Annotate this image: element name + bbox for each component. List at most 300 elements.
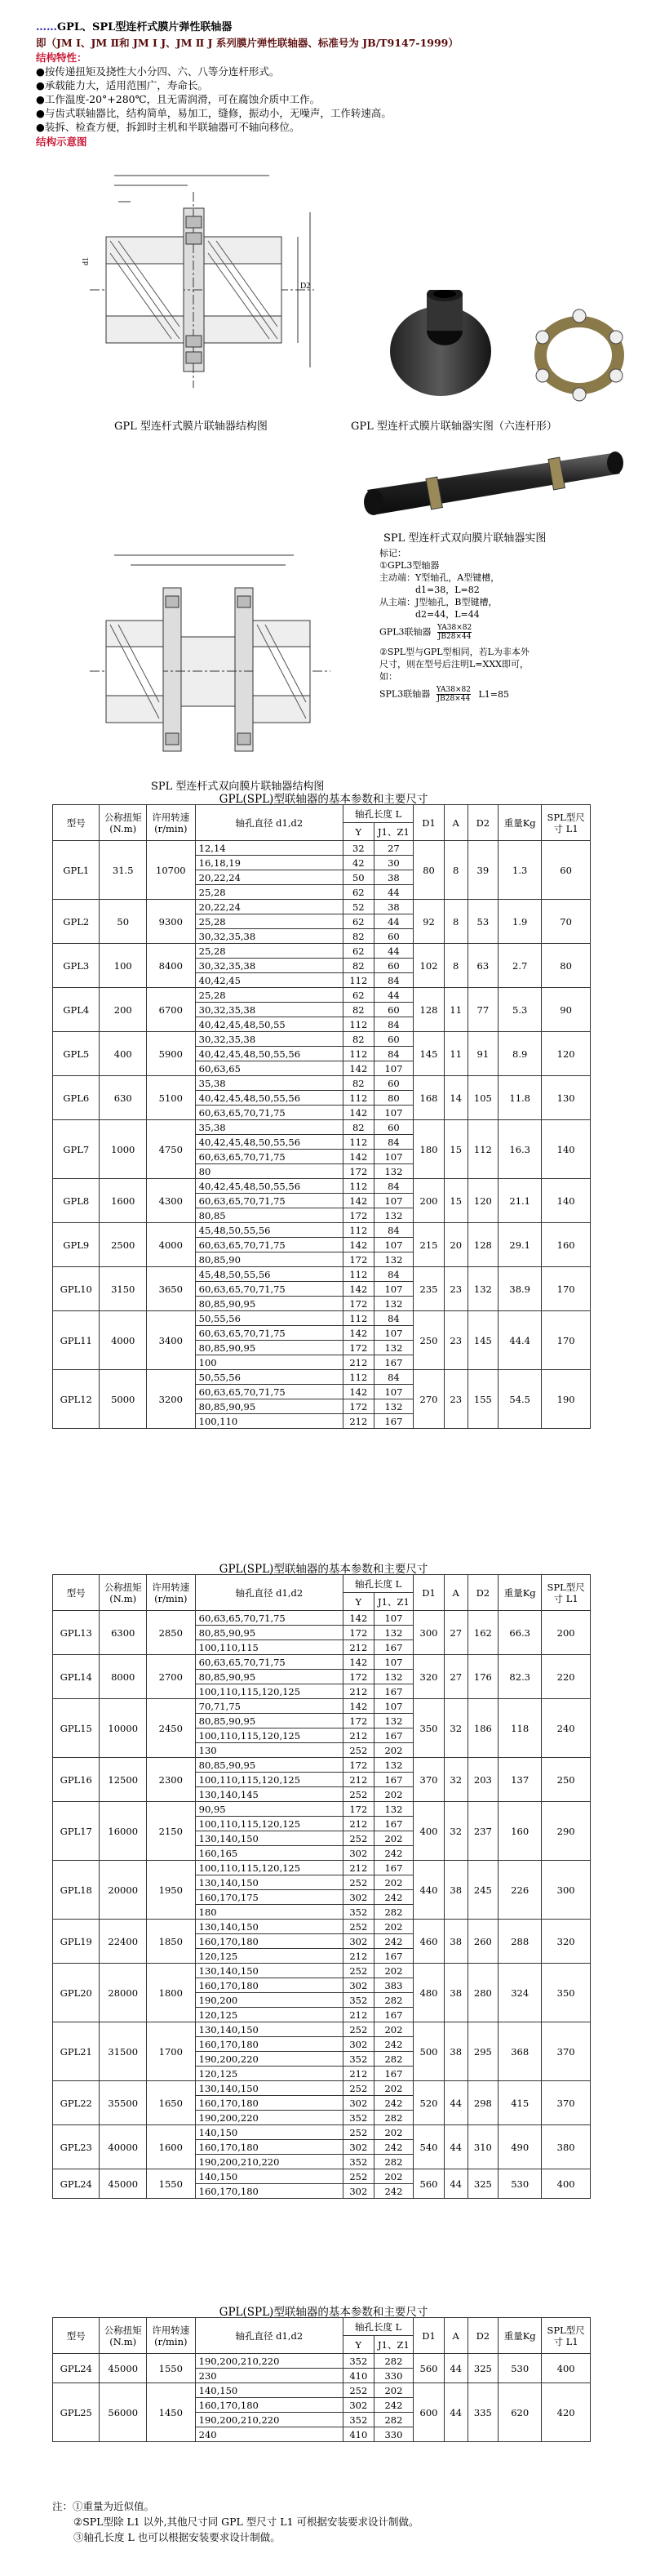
bore-cell: 130,140,150 xyxy=(195,1920,343,1934)
bore-cell: 60,63,65,70,71,75 xyxy=(195,1655,343,1670)
table-caption: GPL(SPL)型联轴器的基本参数和主要尺寸 xyxy=(219,793,428,806)
spl-cell: 70 xyxy=(542,900,591,944)
d2-cell: 237 xyxy=(468,1802,499,1861)
col-length-header: 轴孔长度 L xyxy=(343,2318,414,2336)
header-row xyxy=(53,1575,591,1593)
d2-cell: 63 xyxy=(468,944,499,988)
title-prefix: …… xyxy=(36,21,57,33)
bore-cell: 60,63,65,70,71,75 xyxy=(195,1238,343,1252)
bore-cell: 30,32,35,38 xyxy=(195,929,343,944)
bore-cell: 120,125 xyxy=(195,2067,343,2081)
bore-cell: 100,110,115,120,125 xyxy=(195,1728,343,1743)
speed-cell: 1600 xyxy=(146,2125,195,2169)
length-y-cell: 212 xyxy=(343,1817,374,1831)
gpl3-fraction-top: YA38×82 xyxy=(437,624,472,632)
length-y-cell: 252 xyxy=(343,2125,374,2140)
speed-cell: 1550 xyxy=(146,2354,195,2383)
speed-cell: 1800 xyxy=(146,1964,195,2022)
length-y-cell: 352 xyxy=(343,1905,374,1920)
length-y-cell: 410 xyxy=(343,2369,374,2383)
d2-cell: 112 xyxy=(468,1120,499,1179)
bore-cell: 240 xyxy=(195,2427,343,2442)
model-cell: GPL23 xyxy=(53,2125,100,2169)
d1-cell: 92 xyxy=(414,900,445,944)
length-j-cell: 167 xyxy=(374,1773,414,1787)
d2-cell: 335 xyxy=(468,2383,499,2442)
spec-table xyxy=(52,2317,591,2442)
spl-cell: 400 xyxy=(542,2354,591,2383)
marking-line: SPL3联轴器 xyxy=(379,688,431,700)
length-y-cell: 112 xyxy=(343,973,374,988)
length-j-cell: 202 xyxy=(374,2022,414,2037)
length-j-cell: 202 xyxy=(374,1831,414,1846)
col-bore-header: 轴孔直径 d1,d2 xyxy=(195,805,343,841)
length-y-cell: 302 xyxy=(343,1890,374,1905)
torque-cell: 28000 xyxy=(100,1964,146,2022)
table-row xyxy=(53,944,591,959)
length-j-cell: 132 xyxy=(374,1208,414,1223)
table-caption: GPL(SPL)型联轴器的基本参数和主要尺寸 xyxy=(219,2306,428,2319)
bore-cell: 190,200,210,220 xyxy=(195,2155,343,2169)
d1-cell: 128 xyxy=(414,988,445,1032)
caption-spl-photo: SPL 型连杆式双向膜片联轴器实图 xyxy=(383,532,547,545)
weight-cell: 29.1 xyxy=(499,1223,542,1267)
table-caption: GPL(SPL)型联轴器的基本参数和主要尺寸 xyxy=(219,1563,428,1576)
table-row xyxy=(53,841,591,856)
weight-cell: 288 xyxy=(499,1920,542,1964)
marking-line: 尺寸，则在型号后注明L=XXX即可， xyxy=(379,659,530,670)
table-row xyxy=(53,1120,591,1135)
d2-cell: 280 xyxy=(468,1964,499,2022)
spl-cell: 130 xyxy=(542,1076,591,1120)
bore-cell: 100,110 xyxy=(195,1414,343,1429)
length-j-cell: 202 xyxy=(374,1787,414,1802)
a-cell: 44 xyxy=(444,2169,468,2199)
weight-cell: 118 xyxy=(499,1699,542,1758)
col-torque-header: 公称扭矩(N.m) xyxy=(100,805,146,841)
length-y-cell: 142 xyxy=(343,1699,374,1714)
a-cell: 32 xyxy=(444,1802,468,1861)
table-row xyxy=(53,1370,591,1385)
torque-cell: 100 xyxy=(100,944,146,988)
spl-cell: 370 xyxy=(542,2022,591,2081)
standard-line: 即（JM Ⅰ、JM Ⅱ和 JM Ⅰ J、JM Ⅱ J 系列膜片弹性联轴器、标准号为 JB/T9147-1999） xyxy=(36,37,459,49)
length-j-cell: 132 xyxy=(374,1758,414,1773)
feature-item: ●承载能力大，适用范围广，寿命长。 xyxy=(36,79,208,91)
marking-line: 如： xyxy=(379,671,397,682)
length-j-cell: 84 xyxy=(374,1223,414,1238)
col-j-header: J1、Z1 xyxy=(374,1593,414,1611)
d1-cell: 540 xyxy=(414,2125,445,2169)
bore-cell: 30,32,35,38 xyxy=(195,1003,343,1017)
table-row xyxy=(53,2354,591,2369)
a-cell: 8 xyxy=(444,841,468,900)
bore-cell: 130,140,150 xyxy=(195,2081,343,2096)
bore-cell: 100,110,115,120,125 xyxy=(195,1817,343,1831)
length-j-cell: 84 xyxy=(374,1370,414,1385)
marking-line: ①GPL3型轴器 xyxy=(379,560,440,571)
bore-cell: 190,200 xyxy=(195,1993,343,2008)
table-row xyxy=(53,900,591,914)
weight-cell: 1.9 xyxy=(499,900,542,944)
length-y-cell: 172 xyxy=(343,1626,374,1640)
spl-cell: 170 xyxy=(542,1311,591,1370)
model-cell: GPL8 xyxy=(53,1179,100,1223)
length-j-cell: 202 xyxy=(374,2169,414,2184)
d1-cell: 480 xyxy=(414,1964,445,2022)
weight-cell: 415 xyxy=(499,2081,542,2125)
length-j-cell: 167 xyxy=(374,1684,414,1699)
spl-drawing xyxy=(82,547,343,784)
spl-cell: 190 xyxy=(542,1370,591,1429)
d1-cell: 300 xyxy=(414,1611,445,1655)
bore-cell: 80,85,90,95 xyxy=(195,1626,343,1640)
dim-label-d2: D2 xyxy=(300,282,311,291)
model-cell: GPL15 xyxy=(53,1699,100,1758)
length-y-cell: 142 xyxy=(343,1238,374,1252)
d1-cell: 460 xyxy=(414,1920,445,1964)
length-y-cell: 142 xyxy=(343,1385,374,1399)
length-j-cell: 282 xyxy=(374,2111,414,2125)
bore-cell: 80,85,90,95 xyxy=(195,1758,343,1773)
table-row xyxy=(53,1861,591,1875)
d2-cell: 132 xyxy=(468,1267,499,1311)
weight-cell: 2.7 xyxy=(499,944,542,988)
spl-cell: 200 xyxy=(542,1611,591,1655)
speed-cell: 4750 xyxy=(146,1120,195,1179)
col-length-header: 轴孔长度 L xyxy=(343,1575,414,1593)
d2-cell: 310 xyxy=(468,2125,499,2169)
length-j-cell: 202 xyxy=(374,2125,414,2140)
spec-table xyxy=(52,1574,591,2199)
length-j-cell: 132 xyxy=(374,1341,414,1355)
speed-cell: 2150 xyxy=(146,1802,195,1861)
spl-cell: 140 xyxy=(542,1179,591,1223)
spl-cell: 140 xyxy=(542,1120,591,1179)
page-title xyxy=(36,18,623,33)
length-j-cell: 27 xyxy=(374,841,414,856)
length-y-cell: 112 xyxy=(343,1135,374,1150)
bore-cell: 80,85,90,95 xyxy=(195,1399,343,1414)
length-y-cell: 252 xyxy=(343,2383,374,2398)
length-j-cell: 132 xyxy=(374,1626,414,1640)
a-cell: 11 xyxy=(444,1032,468,1076)
length-j-cell: 167 xyxy=(374,2067,414,2081)
length-j-cell: 132 xyxy=(374,1164,414,1179)
length-j-cell: 84 xyxy=(374,1017,414,1032)
length-y-cell: 172 xyxy=(343,1714,374,1728)
torque-cell: 200 xyxy=(100,988,146,1032)
table-row xyxy=(53,1223,591,1238)
model-cell: GPL2 xyxy=(53,900,100,944)
table-row xyxy=(53,988,591,1003)
a-cell: 32 xyxy=(444,1699,468,1758)
model-cell: GPL7 xyxy=(53,1120,100,1179)
d1-cell: 350 xyxy=(414,1699,445,1758)
bore-cell: 45,48,50,55,56 xyxy=(195,1267,343,1282)
marking-line: d1=38，L=82 xyxy=(415,585,480,595)
length-j-cell: 84 xyxy=(374,1311,414,1326)
spl-cell: 370 xyxy=(542,2081,591,2125)
bore-cell: 80,85,90,95 xyxy=(195,1714,343,1728)
length-y-cell: 112 xyxy=(343,1091,374,1106)
length-j-cell: 282 xyxy=(374,2413,414,2427)
weight-cell: 38.9 xyxy=(499,1267,542,1311)
marking-line: 主动端：Y型轴孔，A型键槽， xyxy=(379,572,500,583)
length-y-cell: 172 xyxy=(343,1208,374,1223)
model-cell: GPL25 xyxy=(53,2383,100,2442)
model-cell: GPL21 xyxy=(53,2022,100,2081)
length-y-cell: 112 xyxy=(343,1311,374,1326)
length-y-cell: 212 xyxy=(343,1773,374,1787)
length-j-cell: 167 xyxy=(374,1728,414,1743)
length-j-cell: 107 xyxy=(374,1385,414,1399)
length-y-cell: 212 xyxy=(343,1728,374,1743)
length-j-cell: 84 xyxy=(374,1047,414,1061)
model-cell: GPL12 xyxy=(53,1370,100,1429)
d1-cell: 80 xyxy=(414,841,445,900)
a-cell: 44 xyxy=(444,2125,468,2169)
bore-cell: 100,110,115,120,125 xyxy=(195,1861,343,1875)
speed-cell: 2300 xyxy=(146,1758,195,1802)
feature-item: ●装拆、检查方便，拆卸时主机和半联轴器可不轴向移位。 xyxy=(36,121,300,133)
weight-cell: 21.1 xyxy=(499,1179,542,1223)
bore-cell: 60,63,65,70,71,75 xyxy=(195,1106,343,1120)
col-y-header: Y xyxy=(343,1593,374,1611)
a-cell: 27 xyxy=(444,1655,468,1699)
length-y-cell: 252 xyxy=(343,2169,374,2184)
bore-cell: 50,55,56 xyxy=(195,1370,343,1385)
length-y-cell: 302 xyxy=(343,2096,374,2111)
note-line: ③轴孔长度 L 也可以根据安装要求设计制做。 xyxy=(73,2531,281,2543)
length-y-cell: 302 xyxy=(343,2184,374,2199)
bore-cell: 30,32,35,38 xyxy=(195,1032,343,1047)
a-cell: 38 xyxy=(444,1964,468,2022)
d2-cell: 245 xyxy=(468,1861,499,1920)
spl-cell: 60 xyxy=(542,841,591,900)
notes xyxy=(52,2498,419,2545)
torque-cell: 56000 xyxy=(100,2383,146,2442)
a-cell: 20 xyxy=(444,1223,468,1267)
speed-cell: 1550 xyxy=(146,2169,195,2199)
length-y-cell: 172 xyxy=(343,1802,374,1817)
length-y-cell: 142 xyxy=(343,1326,374,1341)
col-model-header: 型号 xyxy=(53,2318,100,2354)
length-y-cell: 82 xyxy=(343,929,374,944)
d1-cell: 180 xyxy=(414,1120,445,1179)
table-row xyxy=(53,1920,591,1934)
spl-cell: 220 xyxy=(542,1655,591,1699)
length-j-cell: 107 xyxy=(374,1061,414,1076)
a-cell: 14 xyxy=(444,1076,468,1120)
bore-cell: 45,48,50,55,56 xyxy=(195,1223,343,1238)
spl3-fraction-top: YA38×82 xyxy=(436,686,471,694)
torque-cell: 22400 xyxy=(100,1920,146,1964)
bore-cell: 16,18,19 xyxy=(195,856,343,870)
d1-cell: 250 xyxy=(414,1311,445,1370)
speed-cell: 6700 xyxy=(146,988,195,1032)
speed-cell: 2850 xyxy=(146,1611,195,1655)
length-y-cell: 352 xyxy=(343,1993,374,2008)
bore-cell: 130,140,150 xyxy=(195,2022,343,2037)
length-y-cell: 142 xyxy=(343,1194,374,1208)
a-cell: 15 xyxy=(444,1120,468,1179)
length-y-cell: 302 xyxy=(343,2140,374,2155)
torque-cell: 20000 xyxy=(100,1861,146,1920)
bore-cell: 230 xyxy=(195,2369,343,2383)
table-row xyxy=(53,2169,591,2184)
spl-photo xyxy=(359,445,628,523)
length-y-cell: 112 xyxy=(343,1223,374,1238)
torque-cell: 8000 xyxy=(100,1655,146,1699)
length-j-cell: 282 xyxy=(374,1993,414,2008)
length-j-cell: 44 xyxy=(374,885,414,900)
bore-cell: 30,32,35,38 xyxy=(195,959,343,973)
bore-cell: 100,110,115 xyxy=(195,1640,343,1655)
model-cell: GPL20 xyxy=(53,1964,100,2022)
bore-cell: 160,170,180 xyxy=(195,2398,343,2413)
table-row xyxy=(53,2383,591,2398)
model-cell: GPL9 xyxy=(53,1223,100,1267)
speed-cell: 2700 xyxy=(146,1655,195,1699)
d2-cell: 325 xyxy=(468,2169,499,2199)
length-j-cell: 202 xyxy=(374,1920,414,1934)
length-j-cell: 107 xyxy=(374,1655,414,1670)
bore-cell: 12,14 xyxy=(195,841,343,856)
length-y-cell: 62 xyxy=(343,914,374,929)
bore-cell: 70,71,75 xyxy=(195,1699,343,1714)
model-cell: GPL24 xyxy=(53,2169,100,2199)
spl-cell: 350 xyxy=(542,1964,591,2022)
bore-cell: 100,110,115,120,125 xyxy=(195,1773,343,1787)
torque-cell: 40000 xyxy=(100,2125,146,2169)
weight-cell: 66.3 xyxy=(499,1611,542,1655)
length-y-cell: 142 xyxy=(343,1282,374,1297)
torque-cell: 5000 xyxy=(100,1370,146,1429)
speed-cell: 1850 xyxy=(146,1920,195,1964)
marking-line: ②SPL型与GPL型相同，若L为非本外 xyxy=(379,647,530,657)
d1-cell: 370 xyxy=(414,1758,445,1802)
length-y-cell: 142 xyxy=(343,1611,374,1626)
d2-cell: 298 xyxy=(468,2081,499,2125)
d2-cell: 128 xyxy=(468,1223,499,1267)
d1-cell: 560 xyxy=(414,2169,445,2199)
weight-cell: 82.3 xyxy=(499,1655,542,1699)
d1-cell: 320 xyxy=(414,1655,445,1699)
col-model-header: 型号 xyxy=(53,1575,100,1611)
length-j-cell: 282 xyxy=(374,2052,414,2067)
length-y-cell: 172 xyxy=(343,1341,374,1355)
model-cell: GPL16 xyxy=(53,1758,100,1802)
weight-cell: 44.4 xyxy=(499,1311,542,1370)
length-j-cell: 132 xyxy=(374,1297,414,1311)
spl-cell: 300 xyxy=(542,1861,591,1920)
weight-cell: 8.9 xyxy=(499,1032,542,1076)
d1-cell: 270 xyxy=(414,1370,445,1429)
weight-cell: 530 xyxy=(499,2169,542,2199)
speed-cell: 3400 xyxy=(146,1311,195,1370)
bore-cell: 40,42,45,48,50,55,56 xyxy=(195,1179,343,1194)
weight-cell: 54.5 xyxy=(499,1370,542,1429)
bore-cell: 130,140,145 xyxy=(195,1787,343,1802)
bore-cell: 160,170,180 xyxy=(195,2184,343,2199)
feature-item: ●与齿式联轴器比，结构简单，易加工，缝修，振动小，无噪声，工作转速高。 xyxy=(36,107,392,119)
length-y-cell: 62 xyxy=(343,988,374,1003)
length-y-cell: 352 xyxy=(343,2413,374,2427)
bore-cell: 40,42,45,48,50,55 xyxy=(195,1017,343,1032)
spl-cell: 400 xyxy=(542,2169,591,2199)
spl-cell: 90 xyxy=(542,988,591,1032)
length-j-cell: 107 xyxy=(374,1326,414,1341)
col-a-header: A xyxy=(444,805,468,841)
d2-cell: 155 xyxy=(468,1370,499,1429)
model-cell: GPL11 xyxy=(53,1311,100,1370)
length-y-cell: 352 xyxy=(343,2155,374,2169)
d1-cell: 440 xyxy=(414,1861,445,1920)
spl-cell: 420 xyxy=(542,2383,591,2442)
table-row xyxy=(53,1964,591,1978)
bore-cell: 80,85 xyxy=(195,1208,343,1223)
torque-cell: 50 xyxy=(100,900,146,944)
length-j-cell: 84 xyxy=(374,1135,414,1150)
length-y-cell: 172 xyxy=(343,1252,374,1267)
d1-cell: 235 xyxy=(414,1267,445,1311)
length-j-cell: 132 xyxy=(374,1399,414,1414)
speed-cell: 3200 xyxy=(146,1370,195,1429)
length-j-cell: 242 xyxy=(374,2140,414,2155)
length-y-cell: 212 xyxy=(343,1640,374,1655)
torque-cell: 630 xyxy=(100,1076,146,1120)
d1-cell: 400 xyxy=(414,1802,445,1861)
bore-cell: 160,170,180 xyxy=(195,2037,343,2052)
length-y-cell: 212 xyxy=(343,1949,374,1964)
length-j-cell: 383 xyxy=(374,1978,414,1993)
table-row xyxy=(53,1311,591,1326)
bore-cell: 60,63,65,70,71,75 xyxy=(195,1282,343,1297)
col-weight-header: 重量Kg xyxy=(499,805,542,841)
d2-cell: 176 xyxy=(468,1655,499,1699)
weight-cell: 490 xyxy=(499,2125,542,2169)
caption-spl-drawing: SPL 型连杆式双向膜片联轴器结构图 xyxy=(151,781,325,793)
table-row xyxy=(53,2022,591,2037)
length-j-cell: 242 xyxy=(374,1934,414,1949)
speed-cell: 5900 xyxy=(146,1032,195,1076)
marking-line: 从主端：J型轴孔，B型键槽， xyxy=(379,597,498,607)
length-y-cell: 142 xyxy=(343,1106,374,1120)
bore-cell: 60,63,65,70,71,75 xyxy=(195,1194,343,1208)
bore-cell: 130 xyxy=(195,1743,343,1758)
length-j-cell: 202 xyxy=(374,1875,414,1890)
length-j-cell: 282 xyxy=(374,1905,414,1920)
torque-cell: 4000 xyxy=(100,1311,146,1370)
table-row xyxy=(53,1179,591,1194)
length-j-cell: 38 xyxy=(374,900,414,914)
speed-cell: 10700 xyxy=(146,841,195,900)
length-j-cell: 242 xyxy=(374,1846,414,1861)
bore-cell: 20,22,24 xyxy=(195,900,343,914)
speed-cell: 1650 xyxy=(146,2081,195,2125)
bore-cell: 160,170,175 xyxy=(195,1890,343,1905)
bore-cell: 140,150 xyxy=(195,2125,343,2140)
d2-cell: 186 xyxy=(468,1699,499,1758)
bore-cell: 35,38 xyxy=(195,1120,343,1135)
torque-cell: 10000 xyxy=(100,1699,146,1758)
col-a-header: A xyxy=(444,1575,468,1611)
bore-cell: 140,150 xyxy=(195,2169,343,2184)
bore-cell: 60,63,65,70,71,75 xyxy=(195,1611,343,1626)
length-j-cell: 242 xyxy=(374,1890,414,1905)
col-y-header: Y xyxy=(343,2336,374,2354)
